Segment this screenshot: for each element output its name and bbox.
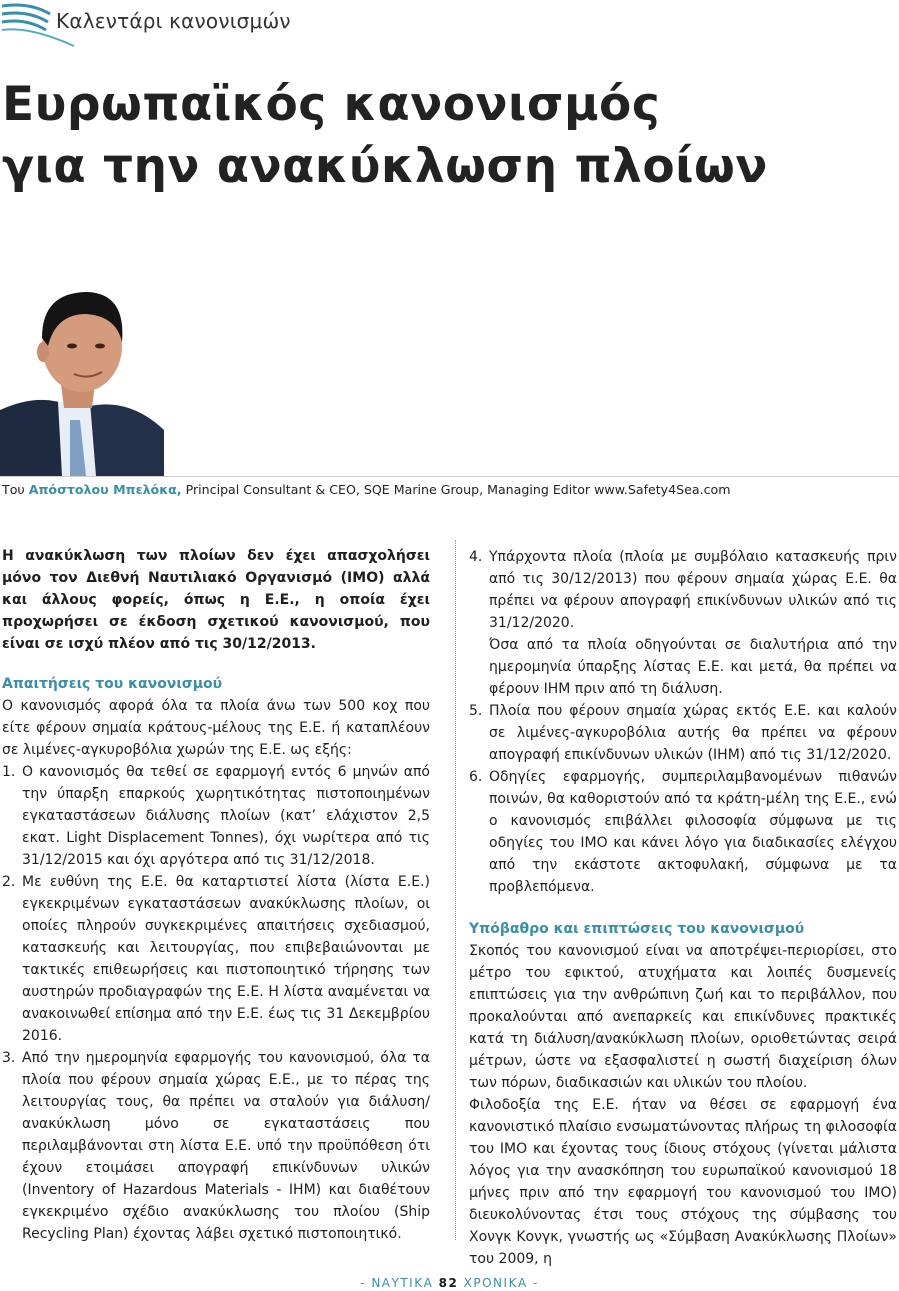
column-divider — [455, 540, 456, 1240]
page-number: 82 — [438, 1276, 459, 1290]
section-title: Καλεντάρι κανονισμών — [56, 9, 291, 33]
list-item-number: 2. — [2, 874, 16, 890]
list-item-number: 5. — [469, 703, 483, 719]
list-item-text: Με ευθύνη της Ε.Ε. θα καταρτιστεί λίστα (λίστα Ε.Ε.) εγκεκριμένων εγκαταστάσεων ανακύκλωσης πλοίων, οι οποίες πληρούν συγκεκριμένες απαιτήσεις σχεδιασμού, κατασκευής και λειτουργίας, που επιβεβαιώνονται με τακτικές επιθεωρήσεις και πιστοποιητικό τήρησης των αυστηρών προδιαγραφών της Ε.Ε. Η λίστα αναμένεται να ανακοινωθεί επίσημα από την Ε.Ε. έως τις 31 Δεκεμβρίου 2016. — [22, 874, 430, 1044]
requirements-list-continued-2 — [469, 700, 897, 898]
background-paragraph-2: Φιλοδοξία της Ε.Ε. ήταν να θέσει σε εφαρμογή ένα κανονιστικό πλαίσιο ενσωματώνοντας πλήρως τη φιλοσοφία του IMO και έχοντας τους ίδιους στόχους (γίνεται μάλιστα λόγος για την ανασκόπηση του ευρωπαϊκού κανονισμού 18 μήνες πριν από την εφαρμογή του κανονισμού του IMO) διευκολύνοντας έτσι τους στόχους της σύμβασης του Χονγκ Κονγκ, γνωστής ως «Σύμβαση Ανακύκλωσης Πλοίων» του 2009, η — [469, 1097, 897, 1267]
section-spacer — [469, 898, 897, 918]
headline-line-1: Ευρωπαϊκός κανονισμός — [2, 77, 661, 132]
requirements-list — [2, 761, 430, 1245]
headline-line-2: για την ανακύκλωση πλοίων — [2, 139, 768, 194]
background-paragraph-1: Σκοπός του κανονισμού είναι να αποτρέψει-περιορίσει, στο μέτρο του εφικτού, ατυχήματα και λοιπές δυσμενείς επιπτώσεις για την ανθρώπινη ζωή και το περιβάλλον, που προκαλούνται από ανεπαρκείς και επικίνδυνες πρακτικές κατά τη διάλυση/ανακύκλωση πλοίων, οριοθετώντας σειρά μέτρων, ώστε να εξασφαλιστεί η σωστή διαχείριση όλων των πόρων, διαδικασιών και υλικών του πλοίου. — [469, 943, 897, 1091]
article-headline — [2, 74, 768, 198]
list-item — [2, 1047, 430, 1245]
list-item-text: Υπάρχοντα πλοία (πλοία με συμβόλαιο κατασκευής πριν από τις 30/12/2013) που φέρουν σημαία χώρας Ε.Ε. θα πρέπει να φέρουν απογραφή επικίνδυνων υλικών από τις 31/12/2020. — [489, 549, 897, 631]
list-item-number: 6. — [469, 769, 483, 785]
list-item-text: Ο κανονισμός θα τεθεί σε εφαρμογή εντός 6 μηνών από την ύπαρξη επαρκούς χωρητικότητας πιστοποιημένων εγκαταστάσεων διάλυσης πλοίων (κατ’ ελάχιστον 2,5 εκατ. Light Displacement Tonnes), όχι νωρίτερα από τις 31/12/2015 και όχι αργότερα από τις 31/12/2018. — [22, 764, 430, 868]
list-item-number: 3. — [2, 1050, 16, 1066]
list-item — [469, 546, 897, 634]
footer-left: - ΝΑΥΤΙΚΑ — [360, 1276, 434, 1290]
list-item-number: 1. — [2, 764, 16, 780]
byline — [2, 482, 731, 497]
list-item-text: Οδηγίες εφαρμογής, συμπεριλαμβανομένων πιθανών ποινών, θα καθοριστούν από τα κράτη-μέλη της Ε.Ε., ενώ ο κανονισμός επιβάλλει φιλοσοφία σύμφωνα με τις οδηγίες του IMO και κάνει λόγο για διαδικασίες ελέγχου από την εκάστοτε ακτοφυλακή, σύμφωνα με τα προβλεπόμενα. — [489, 769, 897, 895]
article-column-left — [2, 545, 430, 1245]
section-heading-background: Υπόβαθρο και επιπτώσεις του κανονισμού — [469, 921, 805, 937]
author-portrait — [0, 280, 164, 476]
list-item-text: Πλοία που φέρουν σημαία χώρας εκτός Ε.Ε. και καλούν σε λιμένες-αγκυροβόλια αυτής θα πρέπει να φέρουν απογραφή επικίνδυνων υλικών (IHM) από τις 31/12/2020. — [489, 703, 897, 763]
requirements-list-continued — [469, 546, 897, 634]
list-item-subparagraph: Όσα από τα πλοία οδηγούνται σε διαλυτήρια από την ημερομηνία ύπαρξης λίστας Ε.Ε. και μετά, θα πρέπει να φέρουν IHM πριν από τη διάλυση. — [489, 637, 897, 697]
author-details: Principal Consultant & CEO, SQE Marine Group, Managing Editor www.Safety4Sea.com — [185, 482, 731, 497]
byline-prefix: Του — [2, 482, 25, 497]
article-intro: Η ανακύκλωση των πλοίων δεν έχει απασχολήσει μόνο τον Διεθνή Ναυτιλιακό Οργανισμό (IMO) αλλά και άλλους φορείς, όπως η Ε.Ε., η οποία έχει προχωρήσει σε έκδοση σχετικού κανονισμού, που είναι σε ισχύ πλέον από τις 30/12/2013. — [2, 548, 430, 652]
byline-divider — [0, 476, 899, 477]
list-item — [469, 700, 897, 766]
section-heading-requirements: Απαιτήσεις του κανονισμού — [2, 676, 223, 692]
requirements-paragraph: Ο κανονισμός αφορά όλα τα πλοία άνω των 500 κοχ που είτε φέρουν σημαία κράτους-μέλους της Ε.Ε. ή καταπλέουν σε λιμένες-αγκυροβόλια χωρών της Ε.Ε. ως εξής: — [2, 698, 430, 758]
page-footer — [0, 1276, 899, 1290]
list-item — [469, 766, 897, 898]
author-name: Απόστολου Μπελόκα, — [28, 482, 182, 497]
article-column-right — [469, 546, 897, 1270]
list-item — [2, 871, 430, 1047]
list-item — [2, 761, 430, 871]
list-item-number: 4. — [469, 549, 483, 565]
list-item-text: Από την ημερομηνία εφαρμογής του κανονισμού, όλα τα πλοία που φέρουν σημαία χώρας Ε.Ε., με το πέρας της λειτουργίας τους, θα πρέπει να σταλούν για διάλυση/ανακύκλωση μόνο σε εγκαταστάσεις που περιλαμβάνονται στη λίστα Ε.Ε. υπό την προϋπόθεση ότι έχουν ετοιμάσει απογραφή επικίνδυνων υλικών (Inventory of Hazardous Materials - IHM) και διαθέτουν εγκεκριμένο σχέδιο ανακύκλωσης του πλοίου (Ship Recycling Plan) έχοντας λάβει σχετικό πιστοποιητικό. — [22, 1050, 430, 1242]
footer-right: ΧΡΟΝΙΚΑ - — [463, 1276, 539, 1290]
